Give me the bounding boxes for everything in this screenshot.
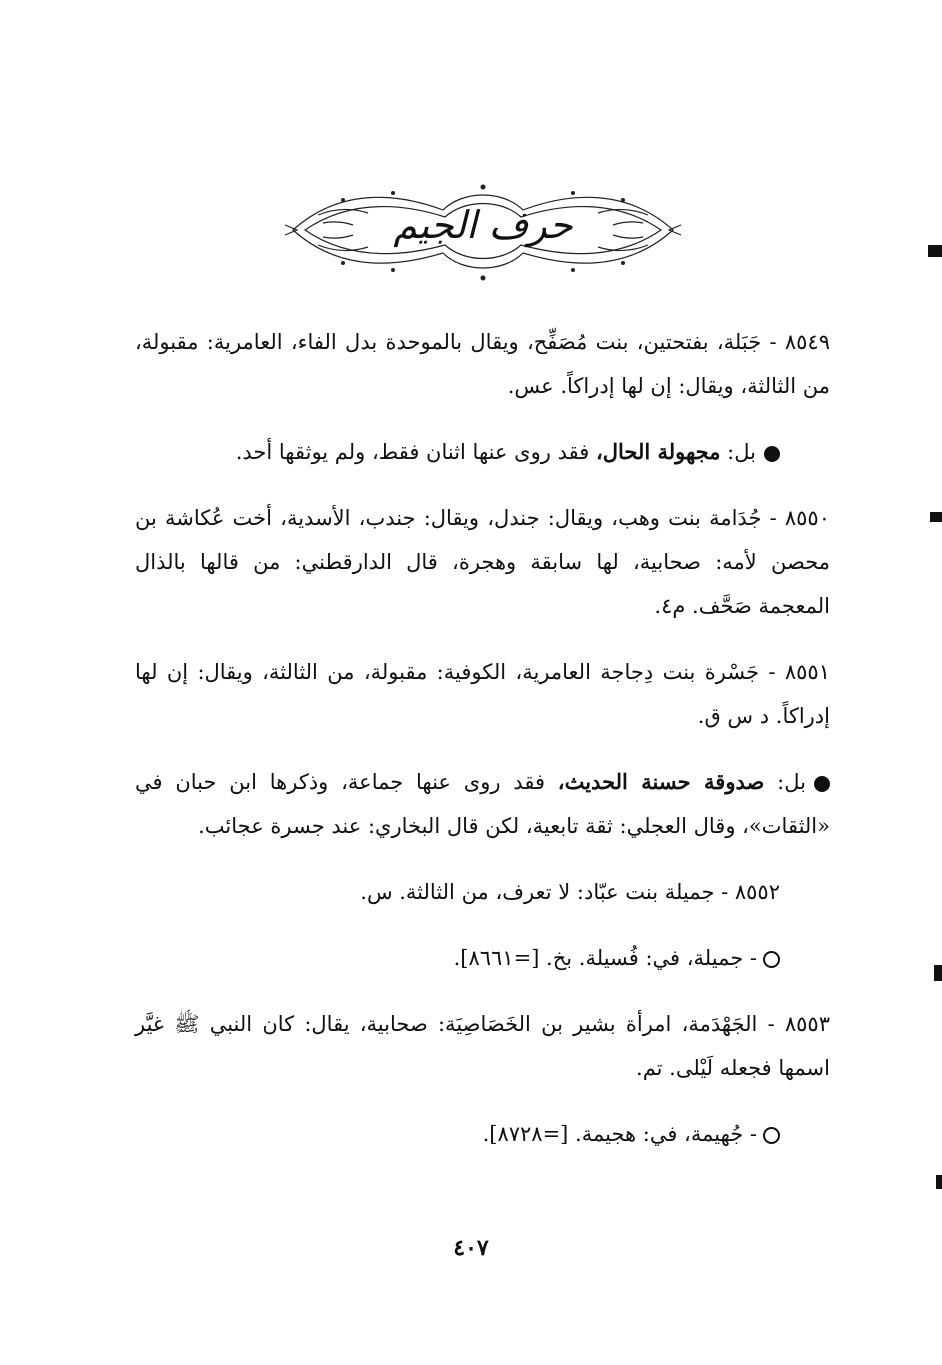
- page-content: [135, 320, 830, 1178]
- comment-label: بل:: [777, 770, 806, 794]
- cross-reference-text: - جميلة، في: فُسيلة. بخ. [=٨٦٦١].: [453, 946, 757, 970]
- comment-8549: [135, 430, 830, 474]
- filled-bullet-icon: [814, 776, 830, 792]
- comment-verdict: مجهولة الحال،: [595, 439, 721, 464]
- comment-verdict: صدوقة حسنة الحديث،: [557, 769, 765, 794]
- entry-8550: ٨٥٥٠ - جُدَامة بنت وهب، ويقال: جندل، ويقال: جندب، الأسدية، أخت عُكاشة بن محصن لأمه: صحابية، لها سابقة وهجرة، قال الدارقطني: من قالها بالذال المعجمة صَحَّف. م٤.: [135, 506, 830, 618]
- cross-reference-text: - جُهيمة، في: هجيمة. [=٨٧٢٨].: [482, 1122, 757, 1146]
- scan-edge-mark: [930, 512, 942, 522]
- cross-reference: [135, 1112, 830, 1156]
- open-circle-icon: [763, 1127, 780, 1144]
- scan-edge-mark: [928, 245, 942, 257]
- entry-8551: ٨٥٥١ - جَسْرة بنت دِجاجة العامرية، الكوفية: مقبولة، من الثالثة، ويقال: إن لها إدراكاً. د س ق.: [135, 660, 830, 728]
- comment-text: فقد روى عنها اثنان فقط، ولم يوثقها أحد.: [235, 440, 590, 464]
- entry-8549: ٨٥٤٩ - جَبَلة، بفتحتين، بنت مُصَفِّح، ويقال بالموحدة بدل الفاء، العامرية: مقبولة، من الثالثة، ويقال: إن لها إدراكاً. عس.: [135, 330, 830, 398]
- entry-8552: ٨٥٥٢ - جميلة بنت عبّاد: لا تعرف، من الثالثة. س.: [360, 880, 780, 904]
- filled-bullet-icon: [764, 446, 780, 462]
- scan-edge-mark: [936, 1175, 942, 1189]
- comment-text: فقد روى عنها جماعة، وذكرها ابن حبان في «الثقات»، وقال العجلي: ثقة تابعية، لكن قال البخاري: عند جسرة عجائب.: [135, 770, 830, 838]
- comment-8551: [135, 760, 830, 848]
- scan-edge-mark: [934, 965, 942, 981]
- page-number: ٤٠٧: [453, 1235, 489, 1261]
- chapter-heading-ornament: [283, 175, 683, 290]
- comment-label: بل:: [727, 440, 756, 464]
- entry-8553: ٨٥٥٣ - الجَهْدَمة، امرأة بشير بن الخَصَاصِيَة: صحابية، يقال: كان النبي ﷺ غيَّر اسمها فجعله لَيْلى. تم.: [135, 1012, 830, 1080]
- open-circle-icon: [763, 951, 780, 968]
- cross-reference: [135, 936, 830, 980]
- chapter-heading: حرف الجيم: [393, 203, 573, 247]
